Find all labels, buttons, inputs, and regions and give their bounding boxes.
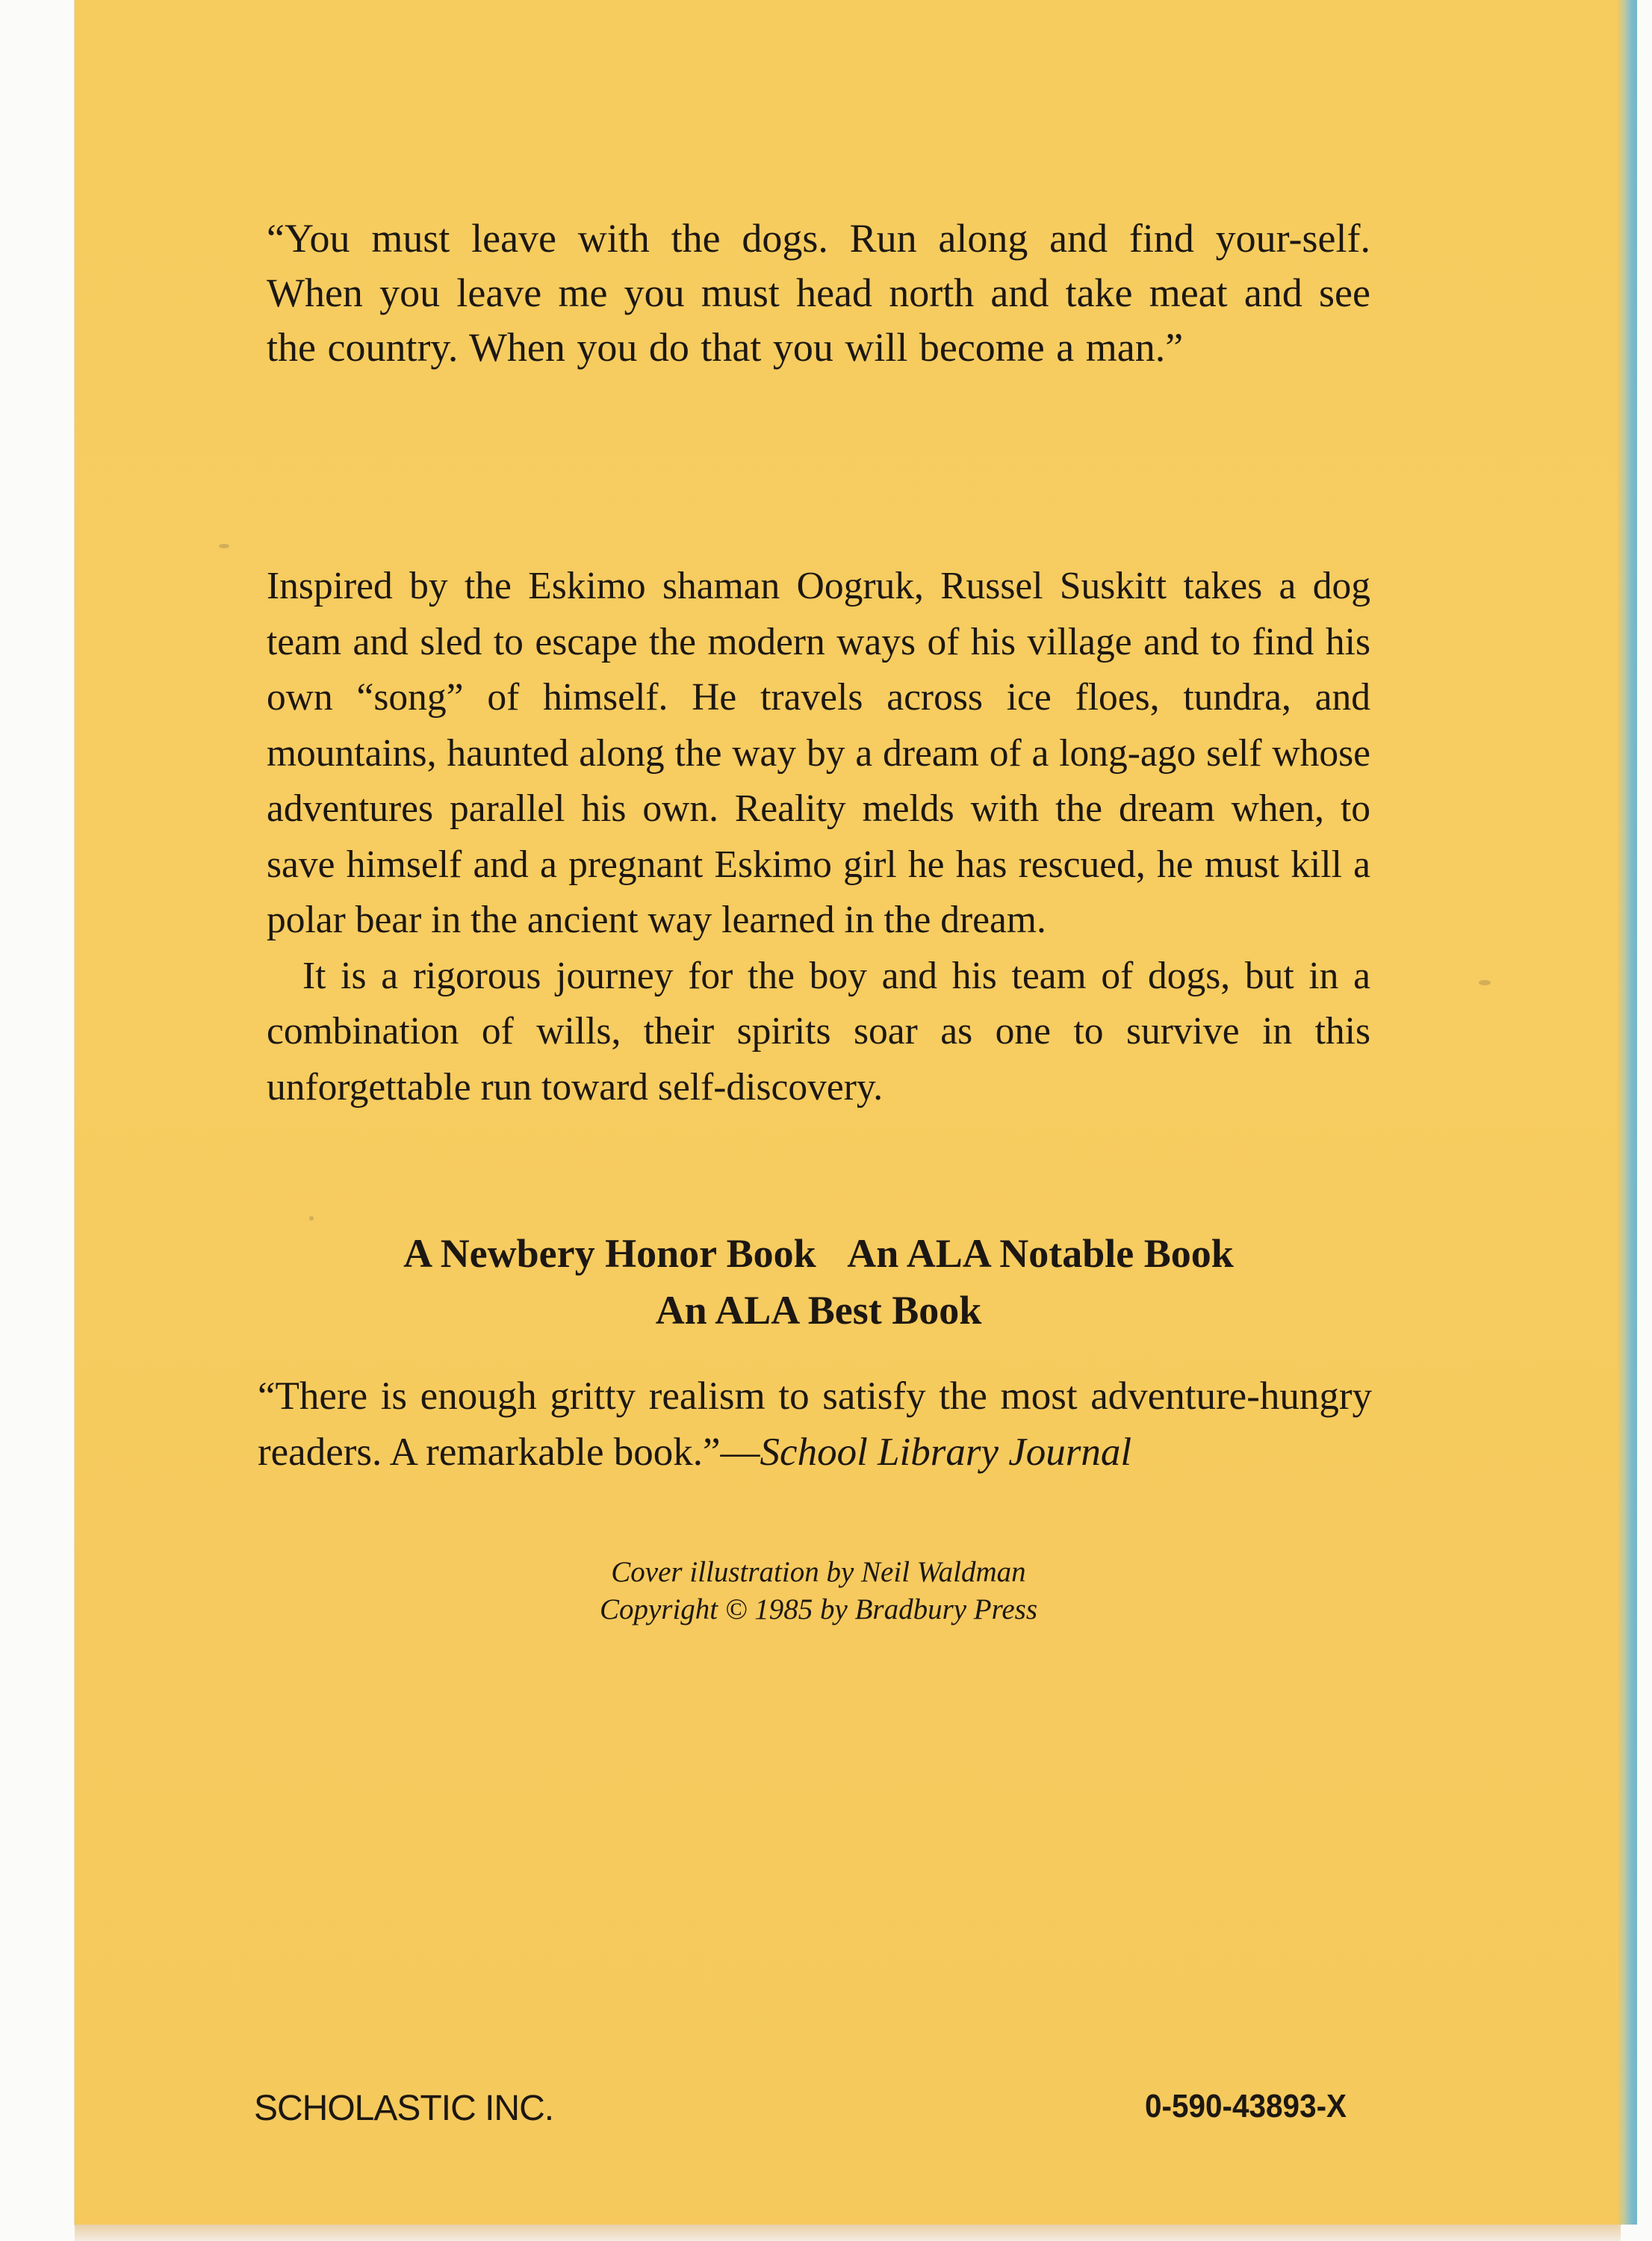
cover-spine-edge	[1618, 0, 1637, 2225]
summary-paragraph-1: Inspired by the Eskimo shaman Oogruk, Russel Suskitt takes a dog team and sled to escape the modern ways of his village and to find his own “song” of himself. He travels across ice floes, tundra, and mountains, haunted along the way by a dream of a long-ago self whose adventures parallel his own. Reality melds with the dream when, to save himself and a pregnant Eskimo girl he has rescued, he must kill a polar bear in the ancient way learned in the dream.	[267, 565, 1370, 941]
cover-speck	[219, 544, 229, 548]
ala-notable: An ALA Notable Book	[847, 1231, 1234, 1276]
review-source: School Library Journal	[760, 1431, 1132, 1474]
book-summary	[267, 559, 1370, 1115]
newbery-honor: A Newbery Honor Book	[403, 1231, 816, 1276]
ala-best-book: An ALA Best Book	[655, 1288, 982, 1333]
cover-credits	[267, 1554, 1370, 1628]
isbn-number: 0-590-43893-X	[1145, 2088, 1347, 2124]
honors-line-1	[267, 1225, 1370, 1282]
review-text: “There is enough gritty realism to satisfy the most adventure-hungry readers. A remarkable book.”—	[258, 1374, 1372, 1474]
cover-bottom-edge	[75, 2225, 1621, 2241]
award-honors	[267, 1225, 1370, 1339]
copyright-line: Copyright © 1985 by Bradbury Press	[599, 1593, 1038, 1625]
summary-paragraph-2: It is a rigorous journey for the boy and his team of dogs, but in a combination of wills, their spirits soar as one to survive in this unforgettable run toward self-discovery.	[267, 954, 1370, 1109]
cover-speck	[309, 1216, 314, 1221]
review-quote	[258, 1369, 1372, 1481]
illustration-credit: Cover illustration by Neil Waldman	[611, 1556, 1026, 1588]
publisher-logo: SCHOLASTIC INC.	[254, 2089, 554, 2128]
opening-quote: “You must leave with the dogs. Run along and find your-self. When you leave me you must head north and take meat and see the country. When you do that you will become a man.”	[267, 216, 1370, 370]
cover-speck	[1479, 980, 1491, 985]
